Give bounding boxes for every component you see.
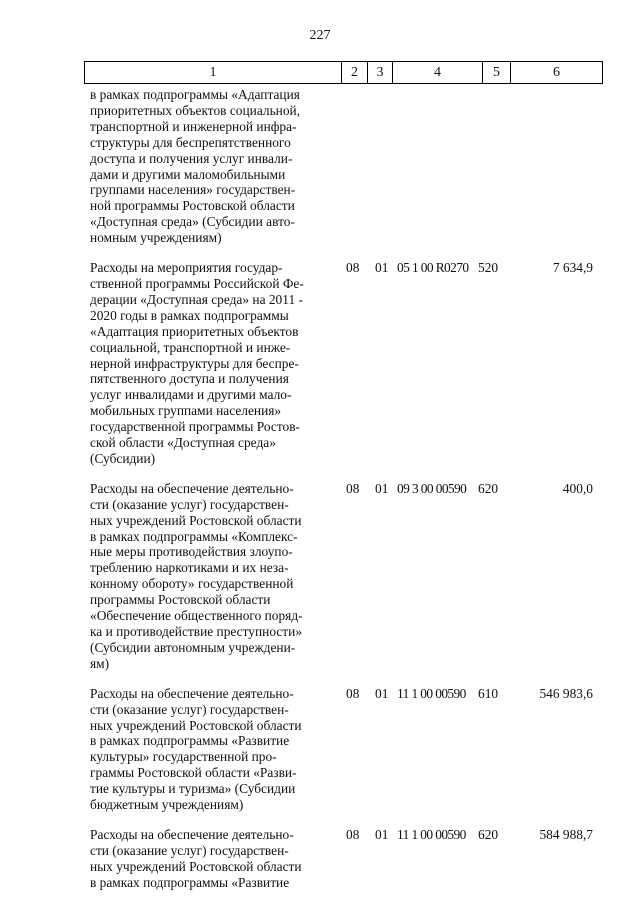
row-description: Расходы на обеспечение деятельно- сти (оказание услуг) государствен- ных учреждений Ростовской области в рамках подпрограммы «Развитие xyxy=(90,826,302,890)
row-subsection: 01 xyxy=(375,826,389,842)
row-description: Расходы на мероприятия государ- ственной программы Российской Фе- дерации «Доступная среда» на 2011 - 2020 годы в рамках подпрограммы «Адаптация приоритетных объектов социальной, транспортной и инже- нерной инфраструктуры для беспре- пятственного доступа и получения услуг инвалидами и другими мало- мобильных группами населения» государственной программы Ростов- ской области «Доступная среда» (Субсидии) xyxy=(90,260,304,466)
table-row xyxy=(84,686,601,813)
column-header-6: 6 xyxy=(510,62,602,83)
row-target-code: 11 1 00 00590 xyxy=(397,685,466,701)
row-amount: 7 634,9 xyxy=(552,260,593,276)
row-description: в рамках подпрограммы «Адаптация приоритетных объектов социальной, транспортной и инженерной инфра- структуры для беспрепятственного доступа и получения услуг инвали- дами и другими маломобильными группами населения» государствен- ной программы Ростовской области «Доступная среда» (Субсидии авто- номным учреждениям) xyxy=(90,87,301,246)
row-target-code: 09 3 00 00590 xyxy=(397,480,467,496)
row-amount: 400,0 xyxy=(562,480,593,496)
row-expense-type: 620 xyxy=(478,480,499,496)
page-number: 227 xyxy=(309,28,331,43)
table-row xyxy=(84,827,601,891)
table-row xyxy=(84,481,601,672)
row-subsection: 01 xyxy=(375,685,389,701)
column-header-4: 4 xyxy=(392,62,482,83)
table-row xyxy=(84,87,601,246)
row-section: 08 xyxy=(346,480,360,496)
row-target-code: 05 1 00 R0270 xyxy=(397,260,469,276)
row-section: 08 xyxy=(346,685,360,701)
column-header-1: 1 xyxy=(209,64,217,80)
row-description: Расходы на обеспечение деятельно- сти (оказание услуг) государствен- ных учреждений Ростовской области в рамках подпрограммы «Развитие культуры» государственной про- граммы Ростовской области «Разви- тие культуры и туризма» (Субсидии бюджетным учреждениям) xyxy=(90,685,302,813)
row-amount: 584 988,7 xyxy=(539,826,593,842)
column-header-3: 3 xyxy=(367,62,392,83)
row-description: Расходы на обеспечение деятельно- сти (оказание услуг) государствен- ных учреждений Ростовской области в рамках подпрограммы «Комплекс- ные меры противодействия злоупо- треблению наркотиками и их неза- конному обороту» государственной программы Ростовской области «Обеспечение общественного поряд- ка и противодействие преступности» (Субсидии автономным учреждени- ям) xyxy=(90,480,303,671)
table-header xyxy=(84,61,603,84)
table-body xyxy=(84,87,601,905)
column-header-5: 5 xyxy=(482,62,510,83)
row-subsection: 01 xyxy=(375,480,389,496)
row-amount: 546 983,6 xyxy=(539,685,593,701)
row-section: 08 xyxy=(346,260,360,276)
row-section: 08 xyxy=(346,826,360,842)
table-row xyxy=(84,260,601,467)
row-expense-type: 520 xyxy=(478,260,499,276)
column-header-2: 2 xyxy=(341,62,367,83)
row-subsection: 01 xyxy=(375,260,389,276)
row-expense-type: 610 xyxy=(478,685,499,701)
row-target-code: 11 1 00 00590 xyxy=(397,826,466,842)
row-expense-type: 620 xyxy=(478,826,499,842)
